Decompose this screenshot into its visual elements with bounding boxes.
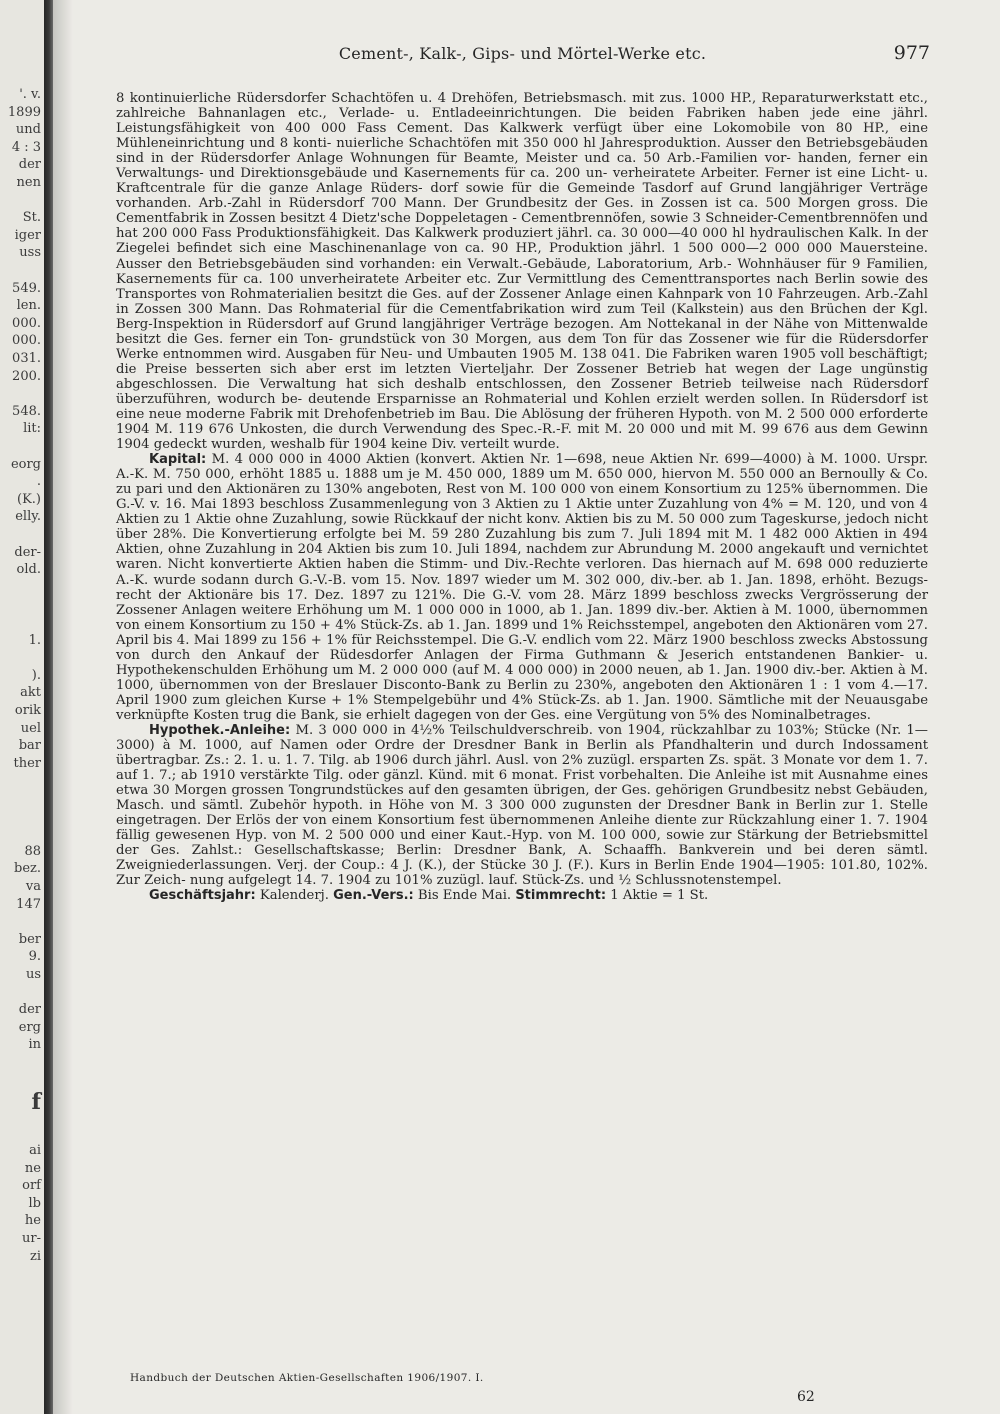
geschaeftsjahr-value: Kalenderj. <box>255 888 334 904</box>
text-line: handen, ferner ein Verwaltungs- und Direktionsgebäude und Kasernements für ca. 200 un- <box>116 151 928 182</box>
text-line: als Pfandhalterin und durch Indossament übertragbar. Zs.: 2. 1. u. 1. 7. Tilg. ab 1906 <box>116 738 928 769</box>
previous-page-fragment: der <box>18 157 41 173</box>
text-line: grundstück von 30 Morgen, aus dem Ton für das Zossener wie für die Rüdersdorfer Werke <box>116 331 928 362</box>
text-line: verloren. Das hiernach auf M. 698 000 reduzierte A.-K. wurde sodann durch G.-V.-B. <box>116 557 929 588</box>
previous-page-fragment: he <box>24 1213 41 1229</box>
previous-page-edge <box>0 0 44 1414</box>
footer-book-title: Handbuch der Deutschen Aktien-Gesellschaften 1906/1907. I. <box>130 1372 484 1384</box>
previous-page-fragment: 9. <box>28 949 41 965</box>
text-line: in Rüdersdorf 700 Mann. Der Grundbesitz der Ges. in Zossen ist ca. 500 Morgen gross. <box>268 196 899 212</box>
text-line: 4% = M. 120, und von 4 Aktien zu 1 Aktie ohne Zuzahlung, sowie Rückkauf der nicht konv. <box>116 497 929 528</box>
text-line: Betrieb hat wegen der Lage ungünstig abgeschlossen. Die Verwaltung hat sich deshalb <box>116 361 928 392</box>
text-line: Der Erlös der von einem Konsortium fest übernommenen Anleihe diente zur Rückzahlung <box>206 813 816 829</box>
previous-page-fragment: iger <box>14 227 41 243</box>
page-number: 977 <box>893 42 930 64</box>
text-line: beiden Fabriken haben jede eine jährl. Leistungsfähigkeit von 400 000 Fass Cement. Das <box>116 106 928 137</box>
text-line: 8 kontinuierliche Rüdersdorfer Schachtöfen u. 4 Drehöfen, Betriebsmasch. mit zus. 1000 HP., <box>116 91 757 106</box>
kapital-paragraph <box>116 452 928 723</box>
text-line: der Ges. gehörigen Grundbesitz nebst Gebäuden, Masch. und sämtl. Zubehör hypoth. in <box>116 783 928 814</box>
text-line: eine neue moderne Fabrik mit Drehofenbetrieb im Bau. Die Ablösung der früheren Hypoth. <box>116 406 732 422</box>
previous-page-fragment: 000. <box>12 333 41 349</box>
previous-page-fragment: 147 <box>16 896 41 912</box>
previous-page-fragment: ne <box>24 1160 41 1176</box>
text-line: mit M. 20 000 und mit M. 99 676 aus dem Gewinn 1904 gedeckt wurden, weshalb für 1904 <box>116 422 928 453</box>
previous-page-fragment: elly. <box>15 509 41 525</box>
text-line: 1905 voll beschäftigt; die Preise besserten sich aber erst im letzten Vierteljahr. Der Zossener <box>116 346 929 377</box>
previous-page-fragment: 4 : 3 <box>11 139 41 155</box>
text-line: à M. 1000. Urspr. A.-K. M. 750 000, erhöht 1885 u. 1888 um je M. 450 000, 1889 um <box>116 452 928 483</box>
previous-page-fragment: akt <box>20 685 41 701</box>
text-line: M. 4 000 000 in 4000 Aktien (konvert. Aktien Nr. 1—698, neue Aktien Nr. 699—4000) <box>206 452 802 468</box>
previous-page-fragment: uel <box>20 720 41 736</box>
text-line: + 4% Stück-Zs. ab 1. Jan. 1899 und 1% Reichsstempel, angeboten den Aktionären vom <box>319 617 903 633</box>
stimmrecht-label: Stimmrecht: <box>515 888 607 904</box>
previous-page-fragment: nen <box>16 175 41 190</box>
previous-page-fragment: 548. <box>12 403 41 419</box>
previous-page-fragment: bar <box>18 738 41 754</box>
text-line: nung aufgelegt 14. 7. 1904 zu 101% zuzügl. lauf. Stück-Zs. und ½ Schlussnotenstempel. <box>189 873 782 889</box>
previous-page-fragment: va <box>25 879 41 894</box>
text-line: angeboten, Rest von M. 100 000 von einem Konsortium zu 125% übernommen. Die G.-V. <box>116 482 928 513</box>
previous-page-fragment: f <box>31 1089 41 1116</box>
gen-vers-value: Bis Ende Mai. <box>413 888 516 904</box>
previous-page-fragment: uss <box>19 245 41 261</box>
text-line: Die Cementfabrik in Zossen besitzt 4 Dietz'sche Doppeletagen - Cementbrennöfen, sowie <box>116 196 928 227</box>
text-line: durch jährl. Ausl. von 2% zuzügl. ersparten Zs. spät. 3 Monate vor dem 1. 7. auf 1. 7.; <box>116 753 928 784</box>
previous-page-fragment: '. v. <box>19 87 41 102</box>
previous-page-fragment: 200. <box>12 368 41 384</box>
previous-page-fragment: in <box>28 1037 41 1053</box>
previous-page-fragment: orf <box>22 1178 41 1194</box>
text-line: recht der Aktionäre bis 17. Dez. 1897 zu 121%. Die G.-V. vom 28. März 1899 beschloss <box>116 587 739 603</box>
previous-page-fragment: ber <box>18 931 41 947</box>
page-header <box>115 44 930 70</box>
text-line: produziert jährl. ca. 30 000—40 000 hl hydraulischen Kalk. In der Ziegelei befindet sich <box>116 226 928 257</box>
geschaeftsjahr-label: Geschäftsjahr: <box>149 888 256 904</box>
previous-page-fragment: lb <box>28 1195 41 1211</box>
previous-page-fragment: 549. <box>12 280 41 296</box>
previous-page-fragment: 1899 <box>7 104 41 120</box>
text-line: Höhe von M. 3 300 000 zugunsten der Dresdner Bank in Berlin zur 1. Stelle eingetragen. <box>116 798 928 829</box>
kapital-label: Kapital: <box>149 452 207 468</box>
sheet-signature: 62 <box>797 1389 815 1405</box>
text-line: ab 1. Jan. 1899 div.-ber. Aktien à M. 1000, übernommen von einem Konsortium zu 150 <box>116 602 928 633</box>
text-line: von M. 2 500 000 erforderte 1904 M. 119 676 Unkosten, die durch Verwendung des Spec.-R.-F. <box>116 406 928 438</box>
previous-page-fragment: 000. <box>12 315 41 331</box>
text-line: sowie zur Stärkung der Betriebsmittel der Ges. Zahlst.: Gesellschaftskasse; Berlin: Dresdner <box>116 828 928 859</box>
text-line: in der Rüdersdorfer Anlage Wohnungen für Beamte, Meister und ca. 50 Arb.-Familien vor- <box>150 151 791 167</box>
text-line: ist mit Ausnahme eines etwa 30 Morgen grossen Tongrundstückes auf den gesamten übrigen, <box>116 768 928 799</box>
previous-page-fragment: ur- <box>22 1231 41 1246</box>
previous-page-fragment: bez. <box>14 861 41 877</box>
text-line: deutende Ersparnisse an Rohmaterial und Kohlen erzielt werden sollen. In Rüdersdorf ist <box>308 391 929 407</box>
text-line: bezogen. Am Nottekanal in der Nähe von Mittenwalde besitzt die Ges. ferner ein Ton- <box>116 316 928 347</box>
text-line: ab 1910 verstärkte Tilg. oder gänzl. Künd. mit 6 monat. Frist vorbehalten. Die Anleihe <box>180 768 766 784</box>
previous-page-fragment: der- <box>14 544 41 560</box>
text-line: vom 15. Nov. 1897 wieder um M. 302 000, div.-ber. ab 1. Jan. 1898, erhöht. Bezugs- <box>351 572 928 588</box>
text-line: die Bank, sie erhielt dagegen von der Ges. eine Vergütung von 5% des Nominalbetrages. <box>275 707 871 723</box>
text-line: Kalkwerk verfügt über eine Lokomobile von 80 HP., eine Mühleneinrichtung und 8 konti- <box>116 121 929 152</box>
text-line: M. 650 000, hiervon M. 550 000 an Bernoully & Co. zu pari und den Aktionären zu 130% <box>116 467 928 498</box>
text-line: Aktien bis zu M. 50 000 zum Tageskurse, jedoch nicht über 28%. Die Konvertierung erfolgte <box>116 512 928 543</box>
text-line: und vernichtet waren. Nicht konvertierte Aktien haben die Stimm- und Div.-Rechte <box>116 542 928 573</box>
text-line: 27. April bis 4. Mai 1899 zu 156 + 1% für Reichsstempel. Die G.-V. endlich vom 22. März <box>116 617 928 648</box>
previous-page-fragment: eorg <box>10 456 41 472</box>
previous-page-fragment: erg <box>18 1019 41 1035</box>
previous-page-fragment: ai <box>29 1143 41 1158</box>
previous-page-fragment: . <box>36 474 41 490</box>
text-line: v. 16. Mai 1893 beschloss Zusammenlegung von 3 Aktien zu 1 Aktie unter Zuzahlung von <box>150 497 758 513</box>
text-line: um M. 2 000 000 (auf M. 4 000 000) in 2000 neuen, ab 1. Jan. 1900 div.-ber. Aktien à M. 1000, <box>116 662 928 693</box>
company-facts-line <box>116 888 928 903</box>
book-gutter <box>44 0 53 1414</box>
previous-page-fragment: 031. <box>12 351 41 366</box>
previous-page-fragment: us <box>25 967 41 982</box>
text-line: 4 J. (K.), der Stücke 30 J. (F.). Kurs in Berlin Ende 1904—1905: 101.80, 102%. Zur Zeich- <box>116 858 928 889</box>
previous-page-fragment: St. <box>22 210 41 226</box>
previous-page-fragment: (K.) <box>17 491 41 507</box>
previous-page-fragment: 88 <box>24 843 41 859</box>
article-body <box>116 91 928 904</box>
text-line: 103%; Stücke (Nr. 1—3000) à M. 1000, auf Namen oder Ordre der Dresdner Bank in Berlin <box>116 722 928 754</box>
previous-page-fragment: ther <box>13 755 41 771</box>
running-title: Cement-, Kalk-, Gips- und Mörtel-Werke etc. <box>338 44 707 63</box>
stimmrecht-value: 1 Aktie = 1 St. <box>606 888 709 904</box>
hypothek-paragraph <box>116 723 928 889</box>
text-line: Bank, A. Schaaffh. Bankverein und bei deren sämtl. Zweigniederlassungen. Verj. der Coup.: <box>116 843 928 874</box>
text-line: 3 Schneider-Cementbrennöfen und hat 200 000 Fass Produktionsfähigkeit. Das Kalkwerk <box>116 211 928 242</box>
text-line: besitzt die Ges. auf der Zossener Anlage einen Kahnpark von 10 Fahrzeugen. Arb.-Zahl <box>337 286 928 302</box>
previous-page-fragment: old. <box>16 562 41 578</box>
text-line: Ausser den Betriebsgebäuden sind vorhanden: ein Verwalt.-Gebäude, Laboratorium, Arb.- <box>116 256 732 272</box>
text-line: bei M. 59 280 Zuzahlung bis zum 7. Juli 1894 mit M. 1 482 000 Aktien in 494 Aktien, ohne <box>116 527 928 558</box>
text-line: Reparaturwerkstatt etc., zahlreiche Bahnanlagen etc., Verlade- u. Entladeeinrichtungen. Die <box>116 91 928 122</box>
text-line: aus den Brüchen der Kgl. Berg-Inspektion in Rüdersdorf auf Grund langjähriger Verträge <box>116 301 928 332</box>
previous-page-fragment: der <box>18 1002 41 1018</box>
text-line: Aktionären 1 : 1 vom 4.—17. April 1900 zum gleichen Kurse + 1% Stempelgebühr und <box>116 677 928 708</box>
text-line: eine Maschinenanlage von ca. 90 HP., Produktion jährl. 1 500 000—2 000 000 Mauersteine. <box>273 241 928 257</box>
previous-page-fragment: 1. <box>28 632 41 648</box>
previous-page-fragment: orik <box>14 703 41 718</box>
text-line: nuierliche Schachtöfen mit 350 000 hl Jahresproduktion. Ausser den Betriebsgebäuden sind <box>116 136 928 167</box>
gutter-shadow <box>53 0 73 1414</box>
text-line: entschlossen, den Zossener Betrieb teilweise nach Rüdersdorf überzuführen, wodurch be- <box>116 376 928 407</box>
text-line: keine Div. verteilt wurde. <box>391 437 560 453</box>
text-line: zwecks Vergrösserung der Zossener Anlagen weitere Erhöhung um M. 1 000 000 in 1000, <box>116 587 928 618</box>
text-line: einer 1. 7. 1904 fällig gewesenen Hyp. von M. 2 500 000 und einer Kaut.-Hyp. von M. 100 000, <box>116 813 928 844</box>
text-line: 4% Stück-Zs. ab 1. Jan. 1900. Sämtliche mit der Neuausgabe verknüpfte Kosten trug <box>116 692 928 723</box>
text-line: übernommen von der Breslauer Disconto-Bank zu Berlin zu 230%, angeboten den <box>159 677 724 693</box>
previous-page-fragment: zi <box>29 1248 41 1264</box>
gen-vers-label: Gen.-Vers.: <box>333 888 414 904</box>
text-line: 1900 beschloss zwecks Abstossung von durch den Ankauf der Rüdesdorfer Anlagen der <box>116 632 929 663</box>
text-line: Wohnhäuser für 9 Familien, Kasernements für ca. 100 unverheiratete Arbeiter etc. Zur <box>116 256 929 287</box>
text-line: dorf sowie für die Gemeinde Tasdorf auf Grund langjähriger Verträge vorhanden. Arb.-Zahl <box>116 181 928 212</box>
previous-page-fragment: und <box>15 122 41 138</box>
text-line: Vermittlung des Cementtransportes nach Berlin sowie des Transportes von Rohmaterialien <box>116 271 929 302</box>
text-line: Firma Guthmann & Jeserich entstandenen Bankier- u. Hypothekenschulden Erhöhung <box>116 647 928 678</box>
previous-page-fragment: len. <box>16 298 41 314</box>
text-line: entnommen wird. Ausgaben für Neu- und Umbauten 1905 M. 138 041. Die Fabriken waren <box>162 346 778 362</box>
text-line: Zuzahlung in 204 Aktien bis zum 10. Juli 1894, nachdem zur Abrundung M. 2000 angekauft <box>205 542 825 558</box>
text-line: in Zossen 300 Mann. Das Rohmaterial für die Cementfabrikation wird zum Teil (Kalkstein) <box>116 301 745 317</box>
previous-page-fragment: ). <box>31 667 41 683</box>
text-line: M. 3 000 000 in 4½% Teilschuldverschreib. von 1904, rückzahlbar zu <box>290 722 772 738</box>
description-paragraph <box>116 91 928 452</box>
text-line: verheiratete Arbeiter. Ferner ist eine Licht- u. Kraftcentrale für die ganze Anlage Rüders- <box>116 166 928 197</box>
previous-page-fragment: lit: <box>23 421 41 437</box>
hypothek-label: Hypothek.-Anleihe: <box>149 722 291 738</box>
